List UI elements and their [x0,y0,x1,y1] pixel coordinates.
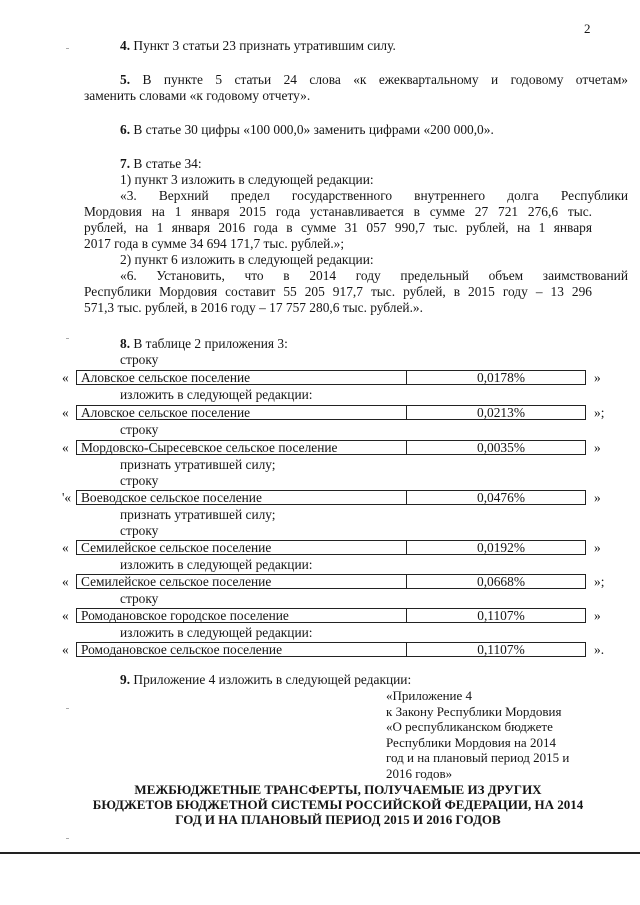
instruction-label: строку [120,352,159,367]
heading-line: МЕЖБЮДЖЕТНЫЕ ТРАНСФЕРТЫ, ПОЛУЧАЕМЫЕ ИЗ ДРУГИХ [134,782,542,797]
share-value: 0,0668% [477,574,525,589]
close-quote: » [594,370,601,385]
item-9 [84,672,628,688]
settlement-name: Мордовско-Сыресевское сельское поселение [77,441,407,454]
item-5-line-1 [84,72,628,88]
caption-line: «Приложение 4 [386,688,473,703]
quote-3-line-3: рублей, на 1 января 2016 года в сумме 31 057 990,7 тыс. рублей, на 1 января [84,220,592,235]
open-quote: « [62,440,69,455]
table-row [60,490,620,506]
item-text: В статье 34: [130,156,202,171]
heading-line: ГОД И НА ПЛАНОВЫЙ ПЕРИОД 2015 И 2016 ГОДОВ [175,812,501,827]
close-quote: » [594,490,601,505]
open-quote: « [62,370,69,385]
table-row-box [76,574,586,589]
table-row-box [76,370,586,385]
item-text: В пункте 5 статьи 24 слова «к ежеквартальному и годовому отчетам» [130,72,628,87]
caption-line: 2016 годов» [386,765,453,781]
open-quote: « [62,642,69,657]
share-value: 0,0178% [477,370,525,385]
appendix-heading [60,782,616,827]
table-row-box [76,642,586,657]
item-number: 6. [120,122,131,137]
appendix-caption [386,688,596,781]
item-5-line-2: заменить словами «к годовому отчету». [84,88,311,103]
table-row [60,642,620,658]
item-number: 8. [120,336,131,351]
item-4 [84,38,628,54]
heading-line: БЮДЖЕТОВ БЮДЖЕТНОЙ СИСТЕМЫ РОССИЙСКОЙ ФЕДЕРАЦИИ, НА 2014 [92,797,584,812]
settlement-name: Аловское сельское поселение [77,406,407,419]
close-quote: » [594,540,601,555]
item-number: 5. [120,72,131,87]
quote-3-line-2: Мордовия на 1 января 2015 года устанавливается в сумме 27 721 276,6 тыс. [84,204,592,219]
table-row [60,370,620,386]
item-8 [84,336,628,352]
share-value: 0,0192% [477,540,525,555]
scan-speck [66,838,69,839]
item-text: Приложение 4 изложить в следующей редакции: [130,672,412,687]
item-number: 9. [120,672,131,687]
quote-3-line-1: «3. Верхний предел государственного внутреннего долга Республики [120,188,628,203]
open-quote: « [62,608,69,623]
item-7-head [84,156,628,172]
table-row [60,608,620,624]
caption-line: год и на плановый период 2015 и [386,750,570,765]
share-value: 0,1107% [477,608,525,623]
item-text: В статье 30 цифры «100 000,0» заменить цифрами «200 000,0». [130,122,494,137]
table-row-box [76,405,586,420]
close-quote: »; [594,574,605,589]
quote-6-line-2: Республики Мордовия составит 55 205 917,7 тыс. рублей, в 2015 году – 13 296 [84,284,592,299]
instruction-label: признать утратившей силу; [120,507,276,522]
close-quote: ». [594,642,605,657]
instruction-label: признать утратившей силу; [120,457,276,472]
item-text: В таблице 2 приложения 3: [130,336,288,351]
item-number: 7. [120,156,131,171]
open-quote: '« [62,490,72,505]
settlement-name: Воеводское сельское поселение [77,491,407,504]
settlement-name: Семилейское сельское поселение [77,575,407,588]
page-number: 2 [584,21,591,36]
close-quote: » [594,440,601,455]
share-value: 0,0035% [477,440,525,455]
quote-6-line-3: 571,3 тыс. рублей, в 2016 году – 17 757 280,6 тыс. рублей.». [84,300,423,315]
table-row-box [76,440,586,455]
share-value: 0,0476% [477,490,525,505]
settlement-name: Ромодановское городское поселение [77,609,407,622]
instruction-label: строку [120,591,159,606]
share-value: 0,1107% [477,642,525,657]
table-row-box [76,608,586,623]
scan-speck [66,708,69,709]
item-number: 4. [120,38,131,53]
instruction-label: строку [120,523,159,538]
close-quote: »; [594,405,605,420]
settlement-name: Аловское сельское поселение [77,371,407,384]
item-7-sub-1: 1) пункт 3 изложить в следующей редакции: [120,172,374,187]
share-value: 0,0213% [477,405,525,420]
open-quote: « [62,405,69,420]
page-bottom-rule [0,852,640,854]
table-row-box [76,540,586,555]
instruction-label: строку [120,422,159,437]
close-quote: » [594,608,601,623]
item-6 [84,122,628,138]
table-row [60,405,620,421]
quote-6-line-1: «6. Установить, что в 2014 году предельный объем заимствований [120,268,628,283]
caption-line: к Закону Республики Мордовия [386,703,562,719]
item-7-sub-2: 2) пункт 6 изложить в следующей редакции: [120,252,374,267]
caption-line: «О республиканском бюджете [386,719,553,734]
table-row-box [76,490,586,505]
table-row [60,574,620,590]
item-text: Пункт 3 статьи 23 признать утратившим силу. [130,38,396,53]
quote-3-line-4: 2017 года в сумме 34 694 171,7 тыс. рублей.»; [84,236,345,251]
scan-speck [66,338,69,339]
table-row [60,440,620,456]
table-row [60,540,620,556]
scan-speck [66,48,69,49]
caption-line: Республики Мордовия на 2014 [386,734,556,750]
instruction-label: строку [120,473,159,488]
open-quote: « [62,574,69,589]
open-quote: « [62,540,69,555]
instruction-label: изложить в следующей редакции: [120,387,313,402]
settlement-name: Ромодановское сельское поселение [77,643,407,656]
settlement-name: Семилейское сельское поселение [77,541,407,554]
instruction-label: изложить в следующей редакции: [120,625,313,640]
instruction-label: изложить в следующей редакции: [120,557,313,572]
